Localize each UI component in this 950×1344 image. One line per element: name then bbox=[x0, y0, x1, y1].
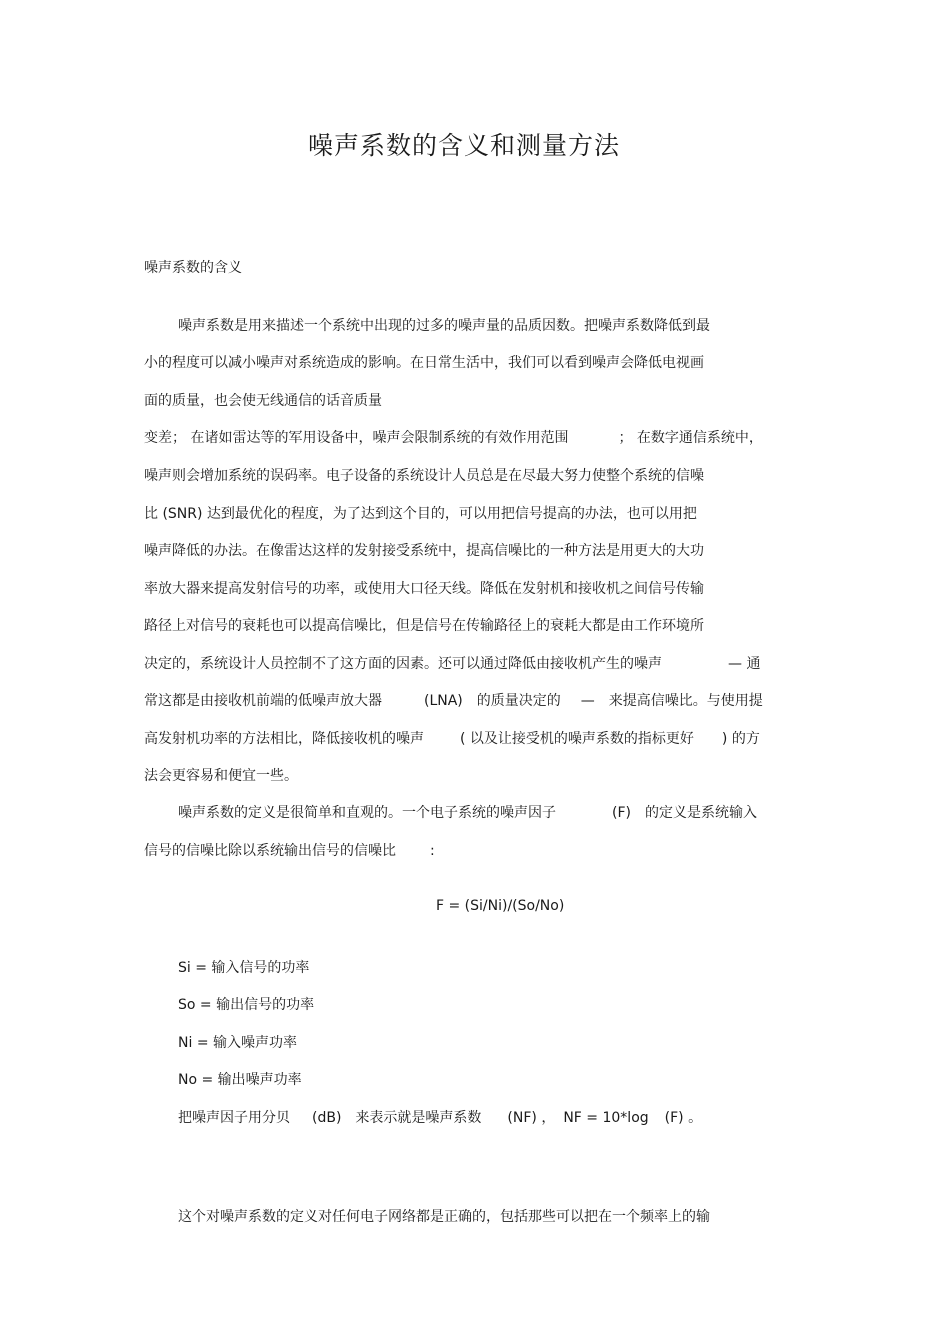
text-segment: 常这都是由接收机前端的低噪声放大器 bbox=[144, 693, 382, 709]
text-segment: 的定义是系统输入 bbox=[644, 805, 757, 821]
section-heading: 噪声系数的含义 bbox=[144, 260, 242, 276]
text-segment: NF = 10*log bbox=[563, 1110, 649, 1126]
paragraph-line: 噪声系数是用来描述一个系统中出现的过多的噪声量的品质因数。把噪声系数降低到最 bbox=[178, 318, 710, 334]
paragraph-line: 率放大器来提高发射信号的功率，或使用大口径天线。降低在发射机和接收机之间信号传输 bbox=[144, 581, 704, 597]
text-segment: 来表示就是噪声系数 bbox=[355, 1110, 482, 1126]
paragraph-line: 这个对噪声系数的定义对任何电子网络都是正确的，包括那些可以把在一个频率上的输 bbox=[178, 1209, 710, 1225]
paragraph-line: 路径上对信号的衰耗也可以提高信噪比，但是信号在传输路径上的衰耗大都是由工作环境所 bbox=[144, 618, 704, 634]
text-segment: 把噪声因子用分贝 bbox=[178, 1110, 290, 1126]
text-segment: 信号的信噪比除以系统输出信号的信噪比 bbox=[144, 843, 396, 859]
definition-line: No = 输出噪声功率 bbox=[178, 1072, 302, 1088]
text-segment: 来提高信噪比。与使用提 bbox=[608, 693, 763, 709]
text-segment: (NF) ， bbox=[507, 1110, 556, 1126]
text-segment: (dB) bbox=[312, 1110, 342, 1126]
paragraph-line bbox=[144, 691, 763, 711]
text-segment: ； 在数字通信系统中， bbox=[618, 430, 763, 446]
definition-line: So = 输出信号的功率 bbox=[178, 997, 315, 1013]
text-segment: 噪声系数的定义是很简单和直观的。一个电子系统的噪声因子 bbox=[178, 805, 556, 821]
text-segment: — bbox=[580, 693, 595, 709]
definition-line: Si = 输入信号的功率 bbox=[178, 960, 310, 976]
noise-factor-formula: F = (Si/Ni)/(So/No) bbox=[436, 898, 565, 914]
text-segment: : bbox=[430, 843, 435, 859]
paragraph-line: 小的程度可以减小噪声对系统造成的影响。在日常生活中，我们可以看到噪声会降低电视画 bbox=[144, 355, 704, 371]
text-segment: (LNA) bbox=[424, 693, 463, 709]
text-segment: 决定的，系统设计人员控制不了这方面的因素。还可以通过降低由接收机产生的噪声 bbox=[144, 656, 662, 672]
text-segment: — 通 bbox=[728, 656, 761, 672]
paragraph-line: 噪声则会增加系统的误码率。电子设备的系统设计人员总是在尽最大努力使整个系统的信噪 bbox=[144, 468, 704, 484]
text-segment: (F) 。 bbox=[664, 1110, 703, 1126]
page-title: 噪声系数的含义和测量方法 bbox=[307, 131, 620, 160]
paragraph-line: 法会更容易和便宜一些。 bbox=[144, 768, 298, 784]
text-segment: (F) bbox=[612, 805, 631, 821]
paragraph-line bbox=[144, 428, 763, 448]
paragraph-line bbox=[144, 841, 435, 861]
text-segment: 高发射机功率的方法相比，降低接收机的噪声 bbox=[144, 731, 424, 747]
paragraph-line: 比 (SNR) 达到最优化的程度，为了达到这个目的，可以用把信号提高的办法，也可以用把 bbox=[144, 506, 697, 522]
noise-figure-line bbox=[178, 1108, 702, 1128]
text-segment: 的质量决定的 bbox=[476, 693, 561, 709]
paragraph-line: 面的质量，也会使无线通信的话音质量 bbox=[144, 393, 382, 409]
text-segment: 变差； 在诸如雷达等的军用设备中，噪声会限制系统的有效作用范围 bbox=[144, 430, 569, 446]
text-segment: ( 以及让接受机的噪声系数的指标更好 bbox=[460, 731, 694, 747]
paragraph-line bbox=[144, 654, 760, 674]
paragraph-line bbox=[178, 803, 757, 823]
paragraph-line bbox=[144, 729, 760, 749]
definition-line: Ni = 输入噪声功率 bbox=[178, 1035, 297, 1051]
paragraph-line: 噪声降低的办法。在像雷达这样的发射接受系统中，提高信噪比的一种方法是用更大的大功 bbox=[144, 543, 704, 559]
text-segment: ) 的方 bbox=[721, 731, 760, 747]
